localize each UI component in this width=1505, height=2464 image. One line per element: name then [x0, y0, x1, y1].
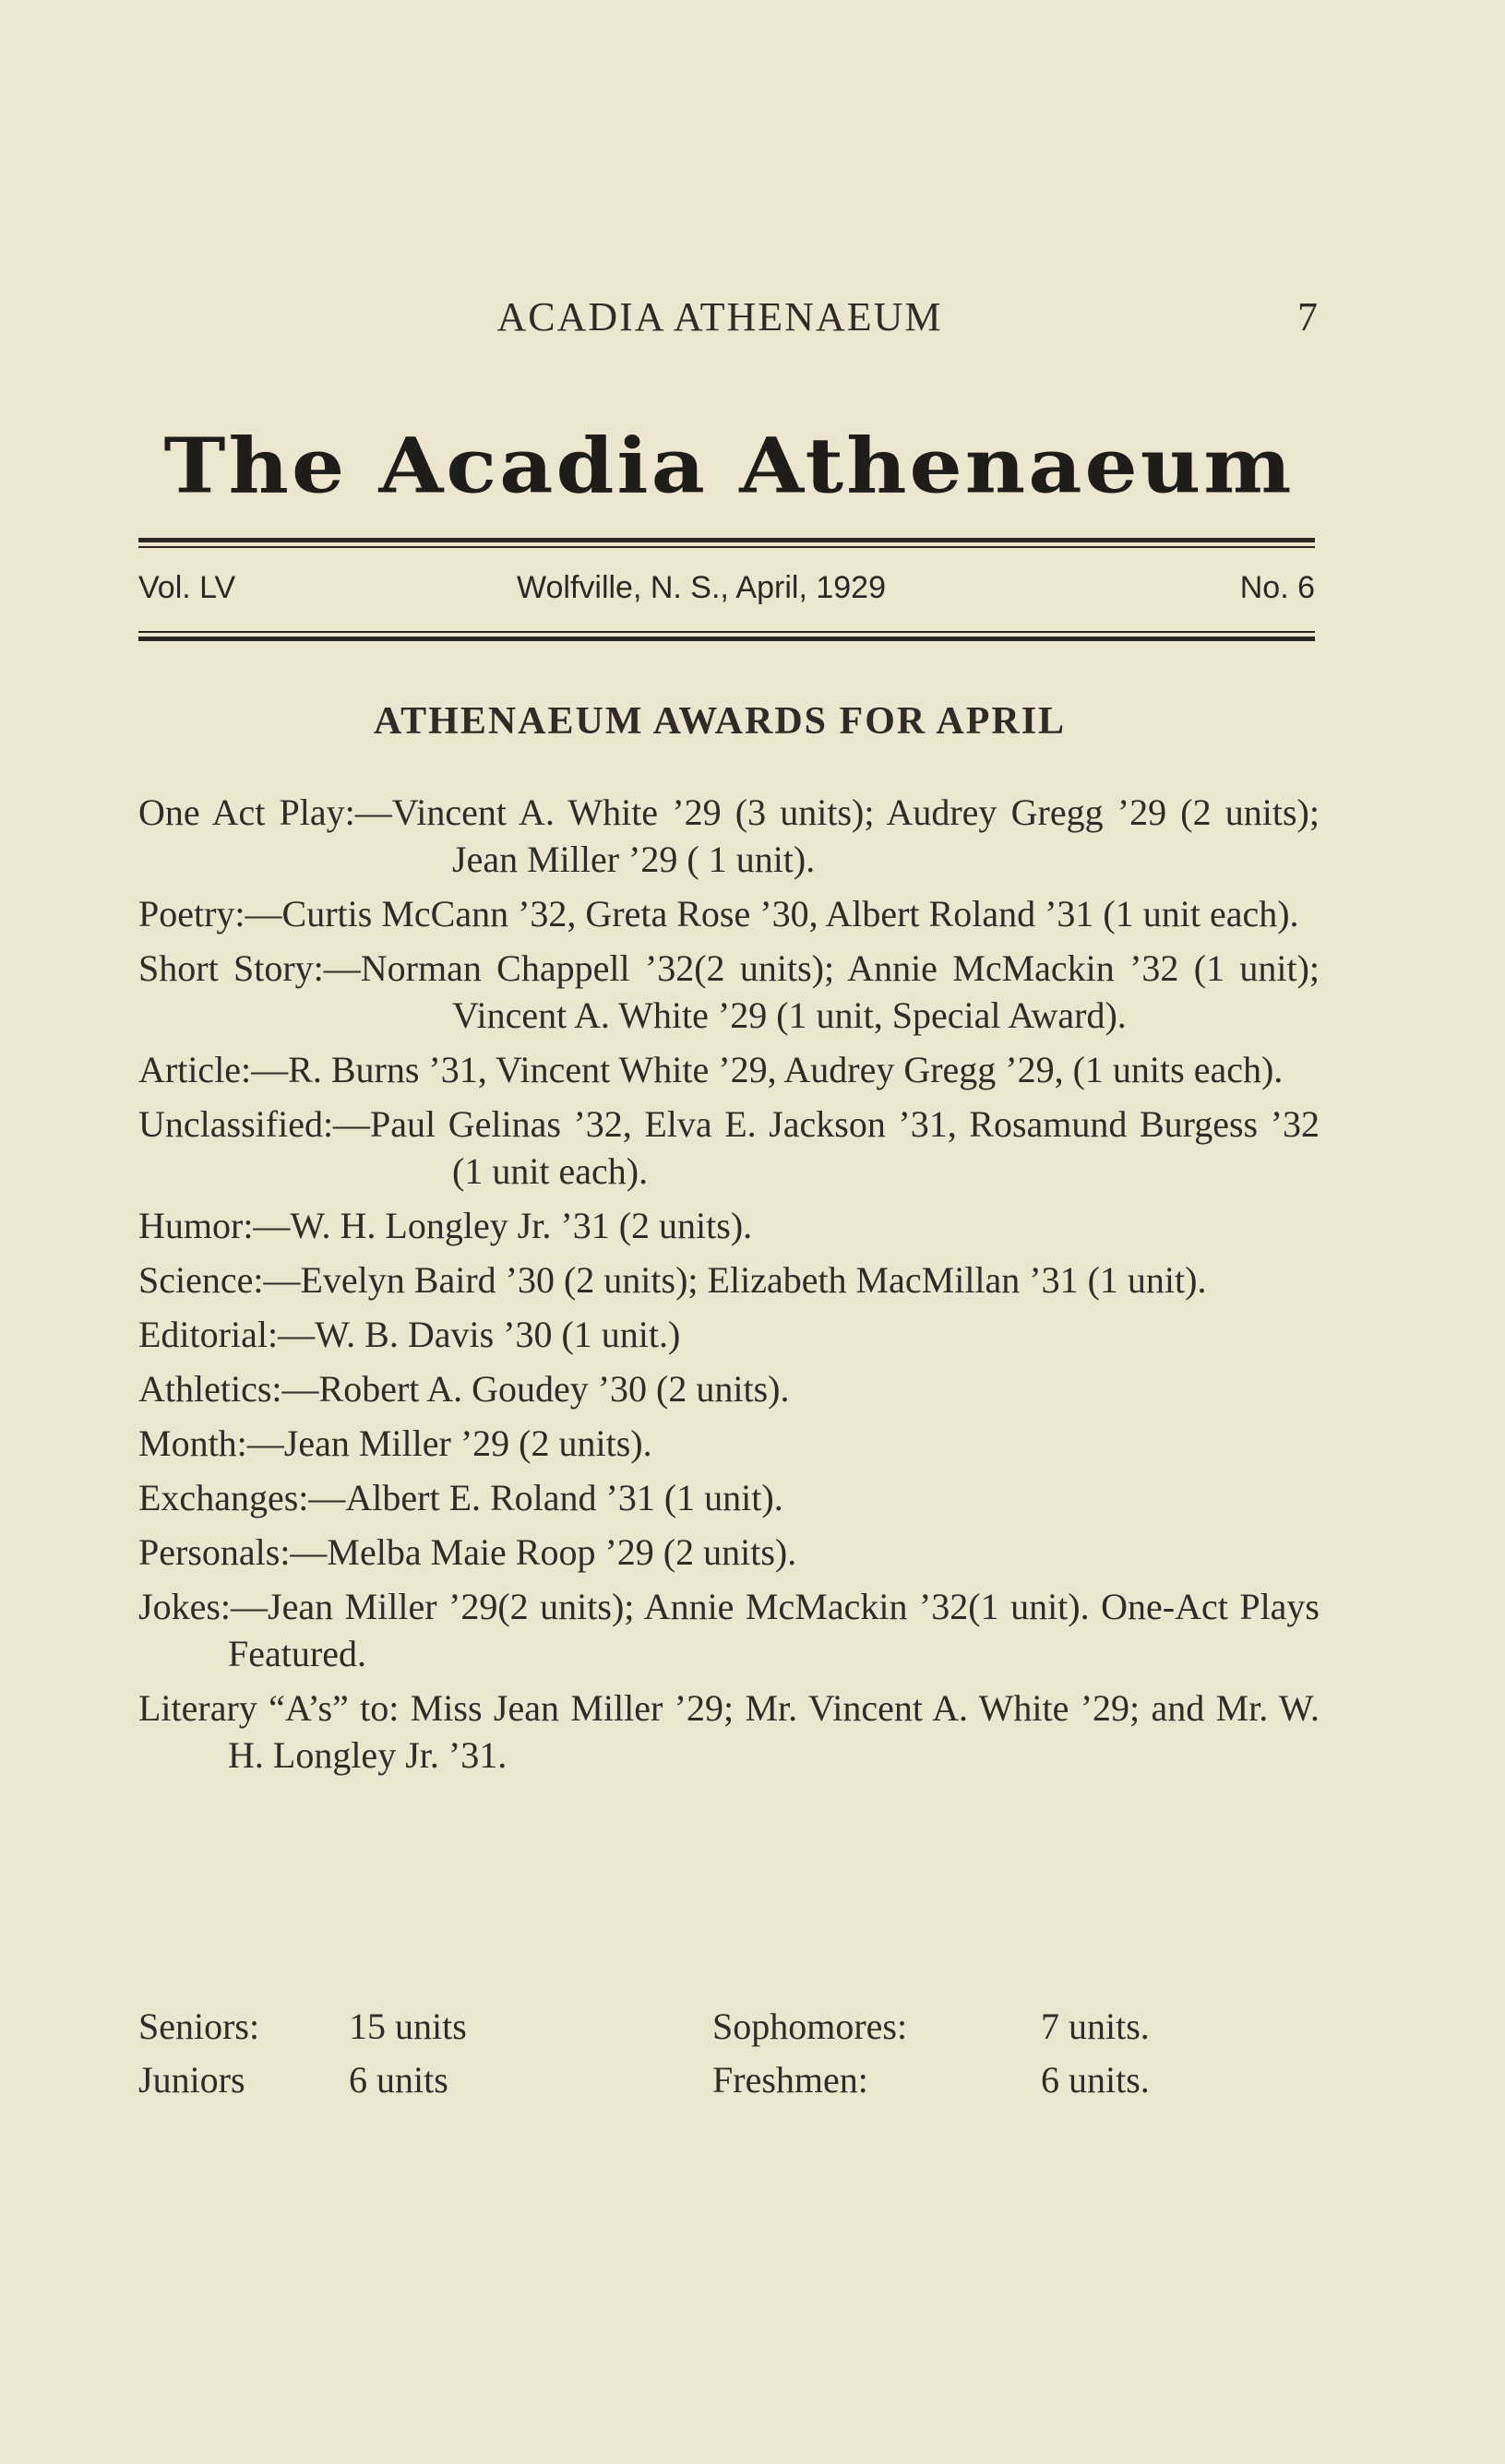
masthead-rule-bottom — [138, 631, 1315, 641]
page-number: 7 — [1297, 294, 1320, 339]
award-entry-poetry: Poetry:—Curtis McCann ’32, Greta Rose ’30, Albert Roland ’31 (1 unit each). — [138, 893, 1299, 934]
award-entry-article: Article:—R. Burns ’31, Vincent White ’29, Audrey Gregg ’29, (1 units each). — [138, 1049, 1284, 1090]
award-entry-one-act-play: One Act Play:—Vincent A. White ’29 (3 units); Audrey Gregg ’29 (2 units); Jean Miller ’29 ( 1 unit). — [138, 792, 1320, 880]
summary-row — [138, 2053, 1320, 2107]
award-entry-month: Month:—Jean Miller ’29 (2 units). — [138, 1422, 652, 1464]
issue-number: No. 6 — [1239, 570, 1315, 605]
masthead-title: The Acadia Athenaeum — [163, 421, 1295, 511]
award-entry-humor: Humor:—W. H. Longley Jr. ’31 (2 units). — [138, 1205, 753, 1246]
class-units: 7 units. — [1041, 2006, 1150, 2047]
class-units: 6 units. — [1041, 2059, 1150, 2101]
award-entry-short-story: Short Story:—Norman Chappell ’32(2 units); Annie McMackin ’32 (1 unit); Vincent A. White ’29 (1 unit, Special Award). — [138, 947, 1320, 1036]
class-label: Seniors: — [138, 2006, 260, 2047]
award-entry-personals: Personals:—Melba Maie Roop ’29 (2 units). — [138, 1531, 797, 1573]
awards-list — [138, 789, 1320, 1786]
running-head-title: ACADIA ATHENAEUM — [496, 294, 943, 339]
class-units: 6 units — [349, 2059, 448, 2101]
award-entry-unclassified: Unclassified:—Paul Gelinas ’32, Elva E. Jackson ’31, Rosamund Burgess ’32 (1 unit each). — [138, 1103, 1320, 1192]
summary-row — [138, 2000, 1320, 2053]
award-entry-literary-as: Literary “A’s” to: Miss Jean Miller ’29; Mr. Vincent A. White ’29; and Mr. W. H. Longley Jr. ’31. — [138, 1687, 1320, 1776]
class-units: 15 units — [349, 2006, 467, 2047]
award-entry-jokes: Jokes:—Jean Miller ’29(2 units); Annie McMackin ’32(1 unit). One-Act Plays Featured. — [138, 1586, 1320, 1674]
volume-label: Vol. LV — [138, 570, 236, 605]
award-entry-editorial: Editorial:—W. B. Davis ’30 (1 unit.) — [138, 1314, 681, 1355]
article-title: ATHENAEUM AWARDS FOR APRIL — [373, 700, 1067, 743]
award-entry-science: Science:—Evelyn Baird ’30 (2 units); Elizabeth MacMillan ’31 (1 unit). — [138, 1259, 1207, 1301]
class-label: Sophomores: — [712, 2006, 908, 2047]
class-label: Freshmen: — [712, 2059, 868, 2101]
award-entry-exchanges: Exchanges:—Albert E. Roland ’31 (1 unit). — [138, 1477, 783, 1518]
place-date: Wolfville, N. S., April, 1929 — [517, 570, 886, 605]
award-entry-athletics: Athletics:—Robert A. Goudey ’30 (2 units). — [138, 1368, 790, 1410]
class-units-summary — [138, 2000, 1320, 2107]
class-label: Juniors — [138, 2059, 245, 2101]
masthead-rule-top — [138, 538, 1315, 548]
